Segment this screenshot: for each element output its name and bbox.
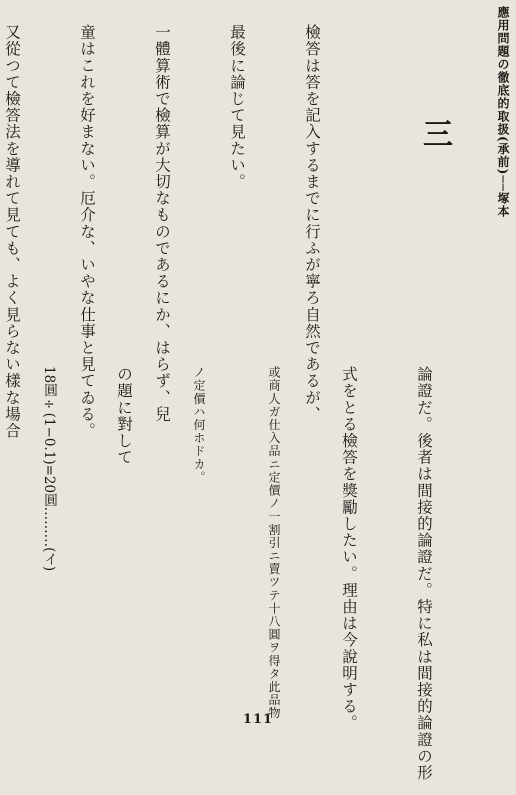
section-number: 三 (417, 118, 452, 148)
text-line: 式をとる檢答を獎勵したい。理由は今說明する。 (340, 366, 358, 732)
text-line: の題に對して (115, 366, 133, 466)
running-head: 應用問題の徹底的取扱(承前)──塚本 (496, 6, 510, 218)
text-line: 論證だ。後者は間接的論證だ。特に私は間接的論證の形 (415, 366, 433, 781)
text-line: 又從つて檢答法を導れて見ても、よく見らない樣な場合 (3, 24, 21, 439)
page-number: 111 (242, 712, 274, 727)
text-line: 最後に論じて見たい。 (228, 24, 246, 190)
text-line: 童はこれを好まない。厄介な、いやな仕事と見てゐる。 (78, 24, 96, 439)
text-line: 一體算術で檢算が大切なものであるにか、はらず、兒 (153, 24, 171, 423)
formula-line: 18圓÷(1−0.1)=20圓………(イ) (41, 366, 57, 572)
problem-text-line: 或商人ガ仕入品ニ定價ノ一割引ニ賣ツテ十八圓ヲ得タ此品物 (267, 366, 281, 720)
text-line: 檢答は答を記入するまでに行ふが寧ろ自然であるが、 (303, 24, 321, 423)
problem-text-line: ノ定價ハ何ホドカ。 (192, 366, 206, 484)
